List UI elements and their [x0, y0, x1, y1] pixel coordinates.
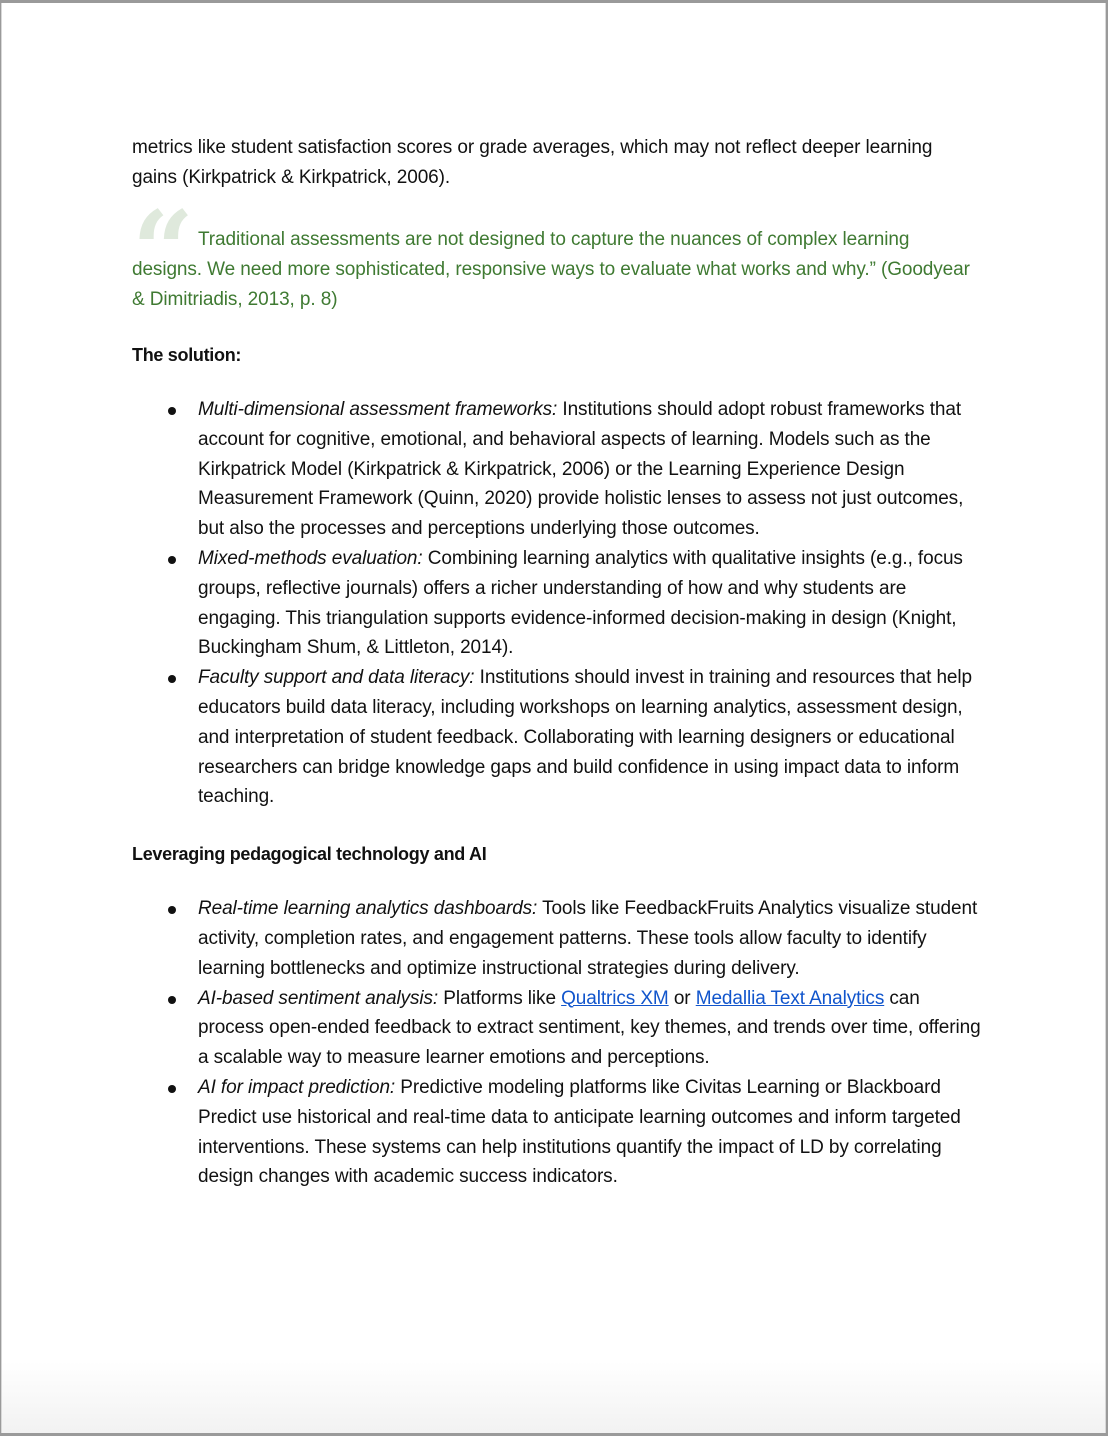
- bullet-icon: [168, 1085, 176, 1093]
- tech-list: [132, 894, 982, 1192]
- bullet-icon: [168, 556, 176, 564]
- list-item: [132, 395, 982, 544]
- quote-mark-icon: “: [132, 188, 189, 314]
- solution-list: [132, 395, 982, 812]
- document-content: [132, 133, 982, 1192]
- list-item: [132, 544, 982, 663]
- solution-heading: The solution:: [132, 345, 242, 365]
- list-item-text: Institutions should adopt robust frameworks that account for cognitive, emotional, and behavioral aspects of learning. Models such as the Kirkpatrick Model (Kirkpatrick & Kirkpatrick, 2006) or the Learning Experience Design Measurement Framework (Quinn, 2020) provide holistic lenses to assess not just outcomes, but also the processes and perceptions underlying those outcomes.: [198, 399, 964, 540]
- list-item-text: Predictive modeling platforms like Civitas Learning or Blackboard Predict use historical and real-time data to anticipate learning outcomes and inform targeted interventions. These systems can help institutions quantify the impact of LD by correlating design changes with academic success indicators.: [198, 1076, 961, 1188]
- list-item-term: Faculty support and data literacy:: [198, 667, 475, 689]
- list-item: [132, 894, 982, 983]
- list-item: [132, 1073, 982, 1192]
- bullet-icon: [168, 407, 176, 415]
- tech-heading: Leveraging pedagogical technology and AI: [132, 844, 487, 865]
- list-item-term: AI for impact prediction:: [198, 1076, 396, 1098]
- list-item-text: Combining learning analytics with qualitative insights (e.g., focus groups, reflective journals) offers a richer understanding of how and why students are engaging. This triangulation supports evidence-informed decision-making in design (Knight, Buckingham Shum, & Littleton, 2014).: [198, 547, 963, 659]
- bullet-icon: [168, 996, 176, 1004]
- list-item-term: AI-based sentiment analysis:: [198, 987, 439, 1009]
- list-item-text: Tools like FeedbackFruits Analytics visualize student activity, completion rates, and engagement patterns. These tools allow faculty to identify learning bottlenecks and optimize instructional strategies during delivery.: [198, 898, 978, 979]
- list-item-text: Platforms like: [438, 987, 562, 1009]
- list-item: [132, 663, 982, 812]
- list-item: [132, 984, 982, 1073]
- quote-text: Traditional assessments are not designed to capture the nuances of complex learning designs. We need more sophisticated, responsive ways to evaluate what works and why.” (Goodyear & Dimitriadis, 2013, p. 8): [132, 229, 970, 310]
- bullet-icon: [168, 675, 176, 683]
- document-page: [1, 3, 1106, 1433]
- list-item-term: Multi-dimensional assessment frameworks:: [198, 399, 558, 420]
- list-item-text: Institutions should invest in training and resources that help educators build data literacy, including workshops on learning analytics, assessment design, and interpretation of student feedback. Collaborating with learning designers or educational researchers can bridge knowledge gaps and build confidence in using impact data to inform teaching.: [198, 667, 972, 808]
- pull-quote: [132, 188, 982, 315]
- list-item-term: Real-time learning analytics dashboards:: [198, 898, 538, 920]
- qualtrics-xm-link[interactable]: Qualtrics XM: [561, 987, 669, 1009]
- intro-paragraph: metrics like student satisfaction scores or grade averages, which may not reflect deeper learning gains (Kirkpatrick & Kirkpatrick, 2006).: [132, 137, 933, 188]
- medallia-text-analytics-link[interactable]: Medallia Text Analytics: [695, 987, 885, 1009]
- list-item-text: or: [668, 987, 696, 1009]
- bullet-icon: [168, 906, 176, 914]
- list-item-term: Mixed-methods evaluation:: [198, 547, 423, 569]
- list-item-text: can process open-ended feedback to extract sentiment, key themes, and trends over time, offering a scalable way to measure learner emotions and perceptions.: [198, 987, 981, 1069]
